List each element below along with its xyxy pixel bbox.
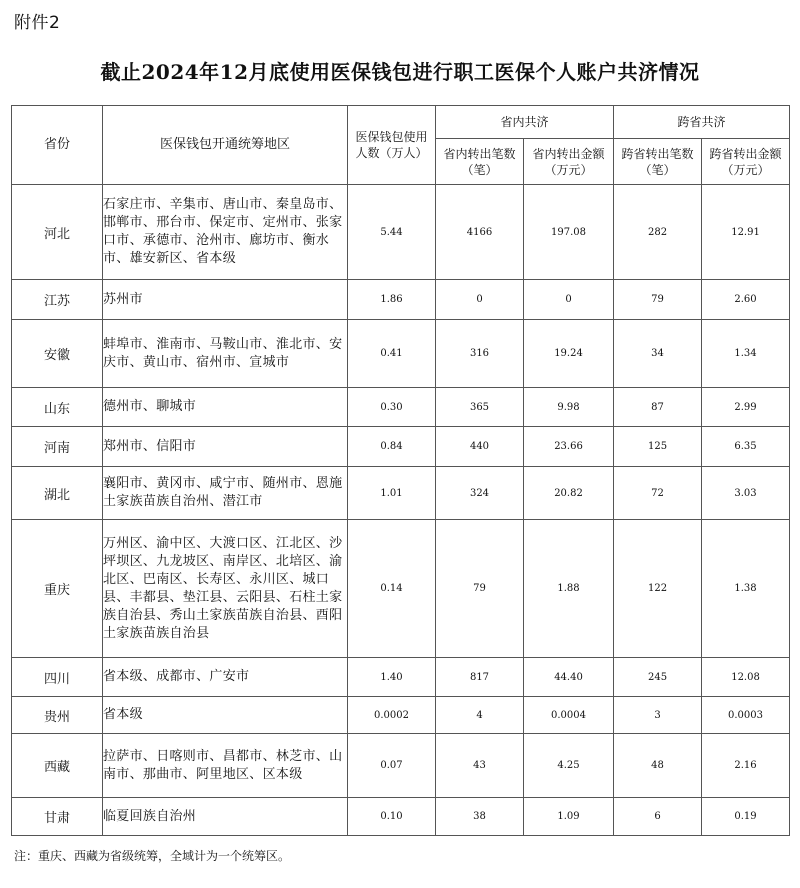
users-cell: 0.0002 xyxy=(348,697,436,734)
users-cell: 0.41 xyxy=(348,320,436,388)
table-row xyxy=(12,697,790,734)
cross-amount-cell: 2.60 xyxy=(702,280,790,320)
table-row xyxy=(12,798,790,836)
table-row xyxy=(12,280,790,320)
table-row xyxy=(12,185,790,280)
cross-count-cell: 3 xyxy=(614,697,702,734)
within-count-cell: 365 xyxy=(436,388,524,427)
within-amount-cell: 1.88 xyxy=(524,520,614,658)
within-count-cell: 79 xyxy=(436,520,524,658)
cross-amount-cell: 1.34 xyxy=(702,320,790,388)
within-count-cell: 4166 xyxy=(436,185,524,280)
province-cell: 山东 xyxy=(12,388,103,427)
within-amount-cell: 9.98 xyxy=(524,388,614,427)
table-row xyxy=(12,388,790,427)
users-cell: 0.30 xyxy=(348,388,436,427)
province-cell: 江苏 xyxy=(12,280,103,320)
cross-count-cell: 125 xyxy=(614,427,702,467)
users-cell: 0.10 xyxy=(348,798,436,836)
province-cell: 西藏 xyxy=(12,734,103,798)
cross-count-cell: 6 xyxy=(614,798,702,836)
cross-count-cell: 79 xyxy=(614,280,702,320)
header-areas: 医保钱包开通统筹地区 xyxy=(103,106,348,185)
cross-amount-cell: 12.08 xyxy=(702,658,790,697)
footnote: 注：重庆、西藏为省级统筹，全域计为一个统筹区。 xyxy=(14,849,291,863)
header-within-amount: 省内转出金额（万元） xyxy=(524,139,614,185)
areas-cell: 临夏回族自治州 xyxy=(103,798,348,836)
within-count-cell: 316 xyxy=(436,320,524,388)
province-cell: 重庆 xyxy=(12,520,103,658)
province-cell: 河南 xyxy=(12,427,103,467)
areas-cell: 襄阳市、黄冈市、咸宁市、随州市、恩施土家族苗族自治州、潜江市 xyxy=(103,467,348,520)
header-province: 省份 xyxy=(12,106,103,185)
cross-amount-cell: 0.0003 xyxy=(702,697,790,734)
within-amount-cell: 197.08 xyxy=(524,185,614,280)
within-amount-cell: 0 xyxy=(524,280,614,320)
within-amount-cell: 23.66 xyxy=(524,427,614,467)
cross-count-cell: 48 xyxy=(614,734,702,798)
header-within-count: 省内转出笔数（笔） xyxy=(436,139,524,185)
table-row xyxy=(12,520,790,658)
areas-cell: 拉萨市、日喀则市、昌都市、林芝市、山南市、那曲市、阿里地区、区本级 xyxy=(103,734,348,798)
cross-amount-cell: 1.38 xyxy=(702,520,790,658)
users-cell: 1.01 xyxy=(348,467,436,520)
header-cross-group: 跨省共济 xyxy=(614,106,790,139)
within-count-cell: 0 xyxy=(436,280,524,320)
table-row xyxy=(12,658,790,697)
table-row xyxy=(12,320,790,388)
header-users: 医保钱包使用人数（万人） xyxy=(348,106,436,185)
within-amount-cell: 1.09 xyxy=(524,798,614,836)
document-title: 截止2024年12月底使用医保钱包进行职工医保个人账户共济情况 xyxy=(100,60,700,84)
users-cell: 0.84 xyxy=(348,427,436,467)
cross-count-cell: 72 xyxy=(614,467,702,520)
province-cell: 贵州 xyxy=(12,697,103,734)
cross-amount-cell: 3.03 xyxy=(702,467,790,520)
table-row xyxy=(12,427,790,467)
header-cross-count: 跨省转出笔数（笔） xyxy=(614,139,702,185)
areas-cell: 苏州市 xyxy=(103,280,348,320)
table-row xyxy=(12,467,790,520)
province-cell: 湖北 xyxy=(12,467,103,520)
within-count-cell: 38 xyxy=(436,798,524,836)
within-count-cell: 324 xyxy=(436,467,524,520)
users-cell: 1.40 xyxy=(348,658,436,697)
province-cell: 河北 xyxy=(12,185,103,280)
areas-cell: 石家庄市、辛集市、唐山市、秦皇岛市、邯郸市、邢台市、保定市、定州市、张家口市、承德市、沧州市、廊坊市、衡水市、雄安新区、省本级 xyxy=(103,185,348,280)
areas-cell: 德州市、聊城市 xyxy=(103,388,348,427)
cross-count-cell: 87 xyxy=(614,388,702,427)
cross-count-cell: 122 xyxy=(614,520,702,658)
within-count-cell: 4 xyxy=(436,697,524,734)
coordination-table xyxy=(11,105,790,836)
users-cell: 0.07 xyxy=(348,734,436,798)
province-cell: 四川 xyxy=(12,658,103,697)
within-amount-cell: 4.25 xyxy=(524,734,614,798)
province-cell: 安徽 xyxy=(12,320,103,388)
areas-cell: 郑州市、信阳市 xyxy=(103,427,348,467)
cross-amount-cell: 2.16 xyxy=(702,734,790,798)
table-row xyxy=(12,734,790,798)
users-cell: 5.44 xyxy=(348,185,436,280)
within-count-cell: 440 xyxy=(436,427,524,467)
cross-count-cell: 245 xyxy=(614,658,702,697)
within-amount-cell: 0.0004 xyxy=(524,697,614,734)
province-cell: 甘肃 xyxy=(12,798,103,836)
attachment-label: 附件2 xyxy=(14,13,61,33)
within-amount-cell: 19.24 xyxy=(524,320,614,388)
within-count-cell: 43 xyxy=(436,734,524,798)
cross-amount-cell: 6.35 xyxy=(702,427,790,467)
areas-cell: 省本级、成都市、广安市 xyxy=(103,658,348,697)
header-within-group: 省内共济 xyxy=(436,106,614,139)
users-cell: 1.86 xyxy=(348,280,436,320)
within-amount-cell: 44.40 xyxy=(524,658,614,697)
cross-count-cell: 34 xyxy=(614,320,702,388)
areas-cell: 省本级 xyxy=(103,697,348,734)
areas-cell: 万州区、渝中区、大渡口区、江北区、沙坪坝区、九龙坡区、南岸区、北培区、渝北区、巴南区、长寿区、永川区、城口县、丰都县、垫江县、云阳县、石柱土家族自治县、秀山土家族苗族自治县、酉阳土家族苗族自治县 xyxy=(103,520,348,658)
header-cross-amount: 跨省转出金额（万元） xyxy=(702,139,790,185)
areas-cell: 蚌埠市、淮南市、马鞍山市、淮北市、安庆市、黄山市、宿州市、宣城市 xyxy=(103,320,348,388)
cross-count-cell: 282 xyxy=(614,185,702,280)
within-count-cell: 817 xyxy=(436,658,524,697)
cross-amount-cell: 0.19 xyxy=(702,798,790,836)
within-amount-cell: 20.82 xyxy=(524,467,614,520)
users-cell: 0.14 xyxy=(348,520,436,658)
cross-amount-cell: 12.91 xyxy=(702,185,790,280)
cross-amount-cell: 2.99 xyxy=(702,388,790,427)
